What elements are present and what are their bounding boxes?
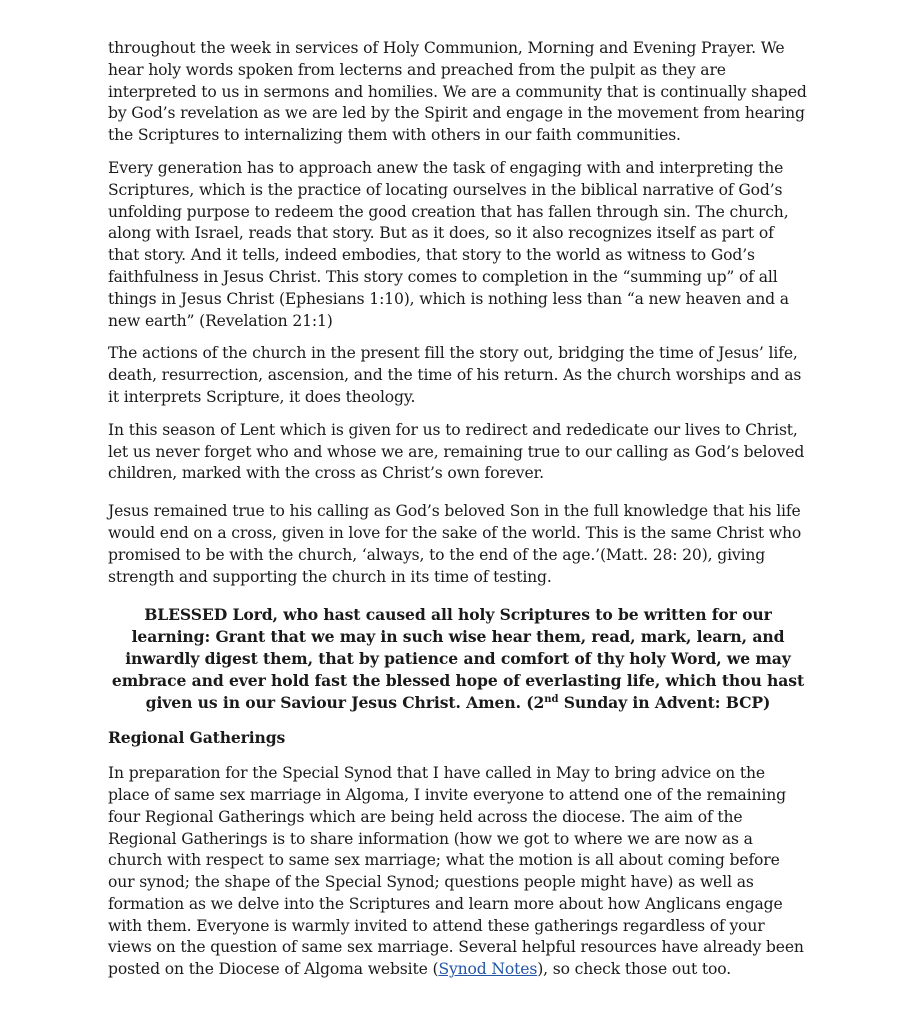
- paragraph-worship: throughout the week in services of Holy Communion, Morning and Evening Prayer. We hear holy words spoken from lecterns and preached from the pulpit as they are interpreted to us in sermons and homilies. We are a community that is continually shaped by God’s revelation as we are led by the Spirit and engage in the movement from hearing the Scriptures to internalizing them with others in our faith communities.: [108, 39, 807, 145]
- prayer-citation: Sunday in Advent: BCP): [558, 692, 771, 712]
- paragraph-lent: In this season of Lent which is given for us to redirect and rededicate our lives to Christ, let us never forget who and whose we are, remaining true to our calling as God’s beloved children, marked with the cross as Christ’s own forever.: [108, 420, 805, 483]
- synod-notes-link[interactable]: Synod Notes: [438, 960, 538, 979]
- paragraph-church-actions: The actions of the church in the present fill the story out, bridging the time of Jesus’ life, death, resurrection, ascension, and the time of his return. As the church worships and as it interprets Scripture, it does theology.: [108, 344, 802, 406]
- paragraph-scriptures: Every generation has to approach anew the task of engaging with and interpreting the Scriptures, which is the practice of locating ourselves in the biblical narrative of God’s unfolding purpose to redeem the good creation that has fallen through sin. The church, along with Israel, reads that story. But as it does, so it also recognizes itself as part of that story. And it tells, indeed embodies, that story to the world as witness to God’s faithfulness in Jesus Christ. This story comes to completion in the “summing up” of all things in Jesus Christ (Ephesians 1:10), which is nothing less than “a new heaven and a new earth” (Revelation 21:1): [108, 158, 789, 330]
- paragraph-text-after-link: ), so check those out too.: [537, 960, 732, 979]
- paragraph-jesus-calling: Jesus remained true to his calling as God’s beloved Son in the full knowledge that his life would end on a cross, given in love for the sake of the world. This is the same Christ who promised to be with the church, ‘always, to the end of the age.’(Matt. 28: 20), giving strength and supporting the church in its time of testing.: [108, 502, 802, 586]
- prayer-text: BLESSED Lord, who hast caused all holy Scriptures to be written for our learning: Grant that we may in such wise hear them, read, mark, learn, and inwardly digest them, that by patience and comfort of thy holy Word, we may embrace and ever hold fast the blessed hope of everlasting life, which thou hast given us in our Saviour Jesus Christ. Amen. (2: [111, 605, 805, 712]
- collect-prayer: [108, 604, 808, 713]
- paragraph-text-before-link: In preparation for the Special Synod that I have called in May to bring advice on the place of same sex marriage in Algoma, I invite everyone to attend one of the remaining four Regional Gatherings which are being held across the diocese. The aim of the Regional Gatherings is to share information (how we got to where we are now as a church with respect to same sex marriage; what the motion is all about coming before our synod; the shape of the Special Synod; questions people might have) as well as formation as we delve into the Scriptures and learn more about how Anglicans engage with them. Everyone is warmly invited to attend these gatherings regardless of your views on the question of same sex marriage. Several helpful resources have already been posted on the Diocese of Algoma website (: [108, 764, 804, 979]
- paragraph-regional-gatherings: [108, 763, 808, 981]
- document-page: [108, 38, 808, 992]
- section-heading: Regional Gatherings: [108, 728, 286, 748]
- prayer-ordinal-suffix: nd: [544, 693, 559, 705]
